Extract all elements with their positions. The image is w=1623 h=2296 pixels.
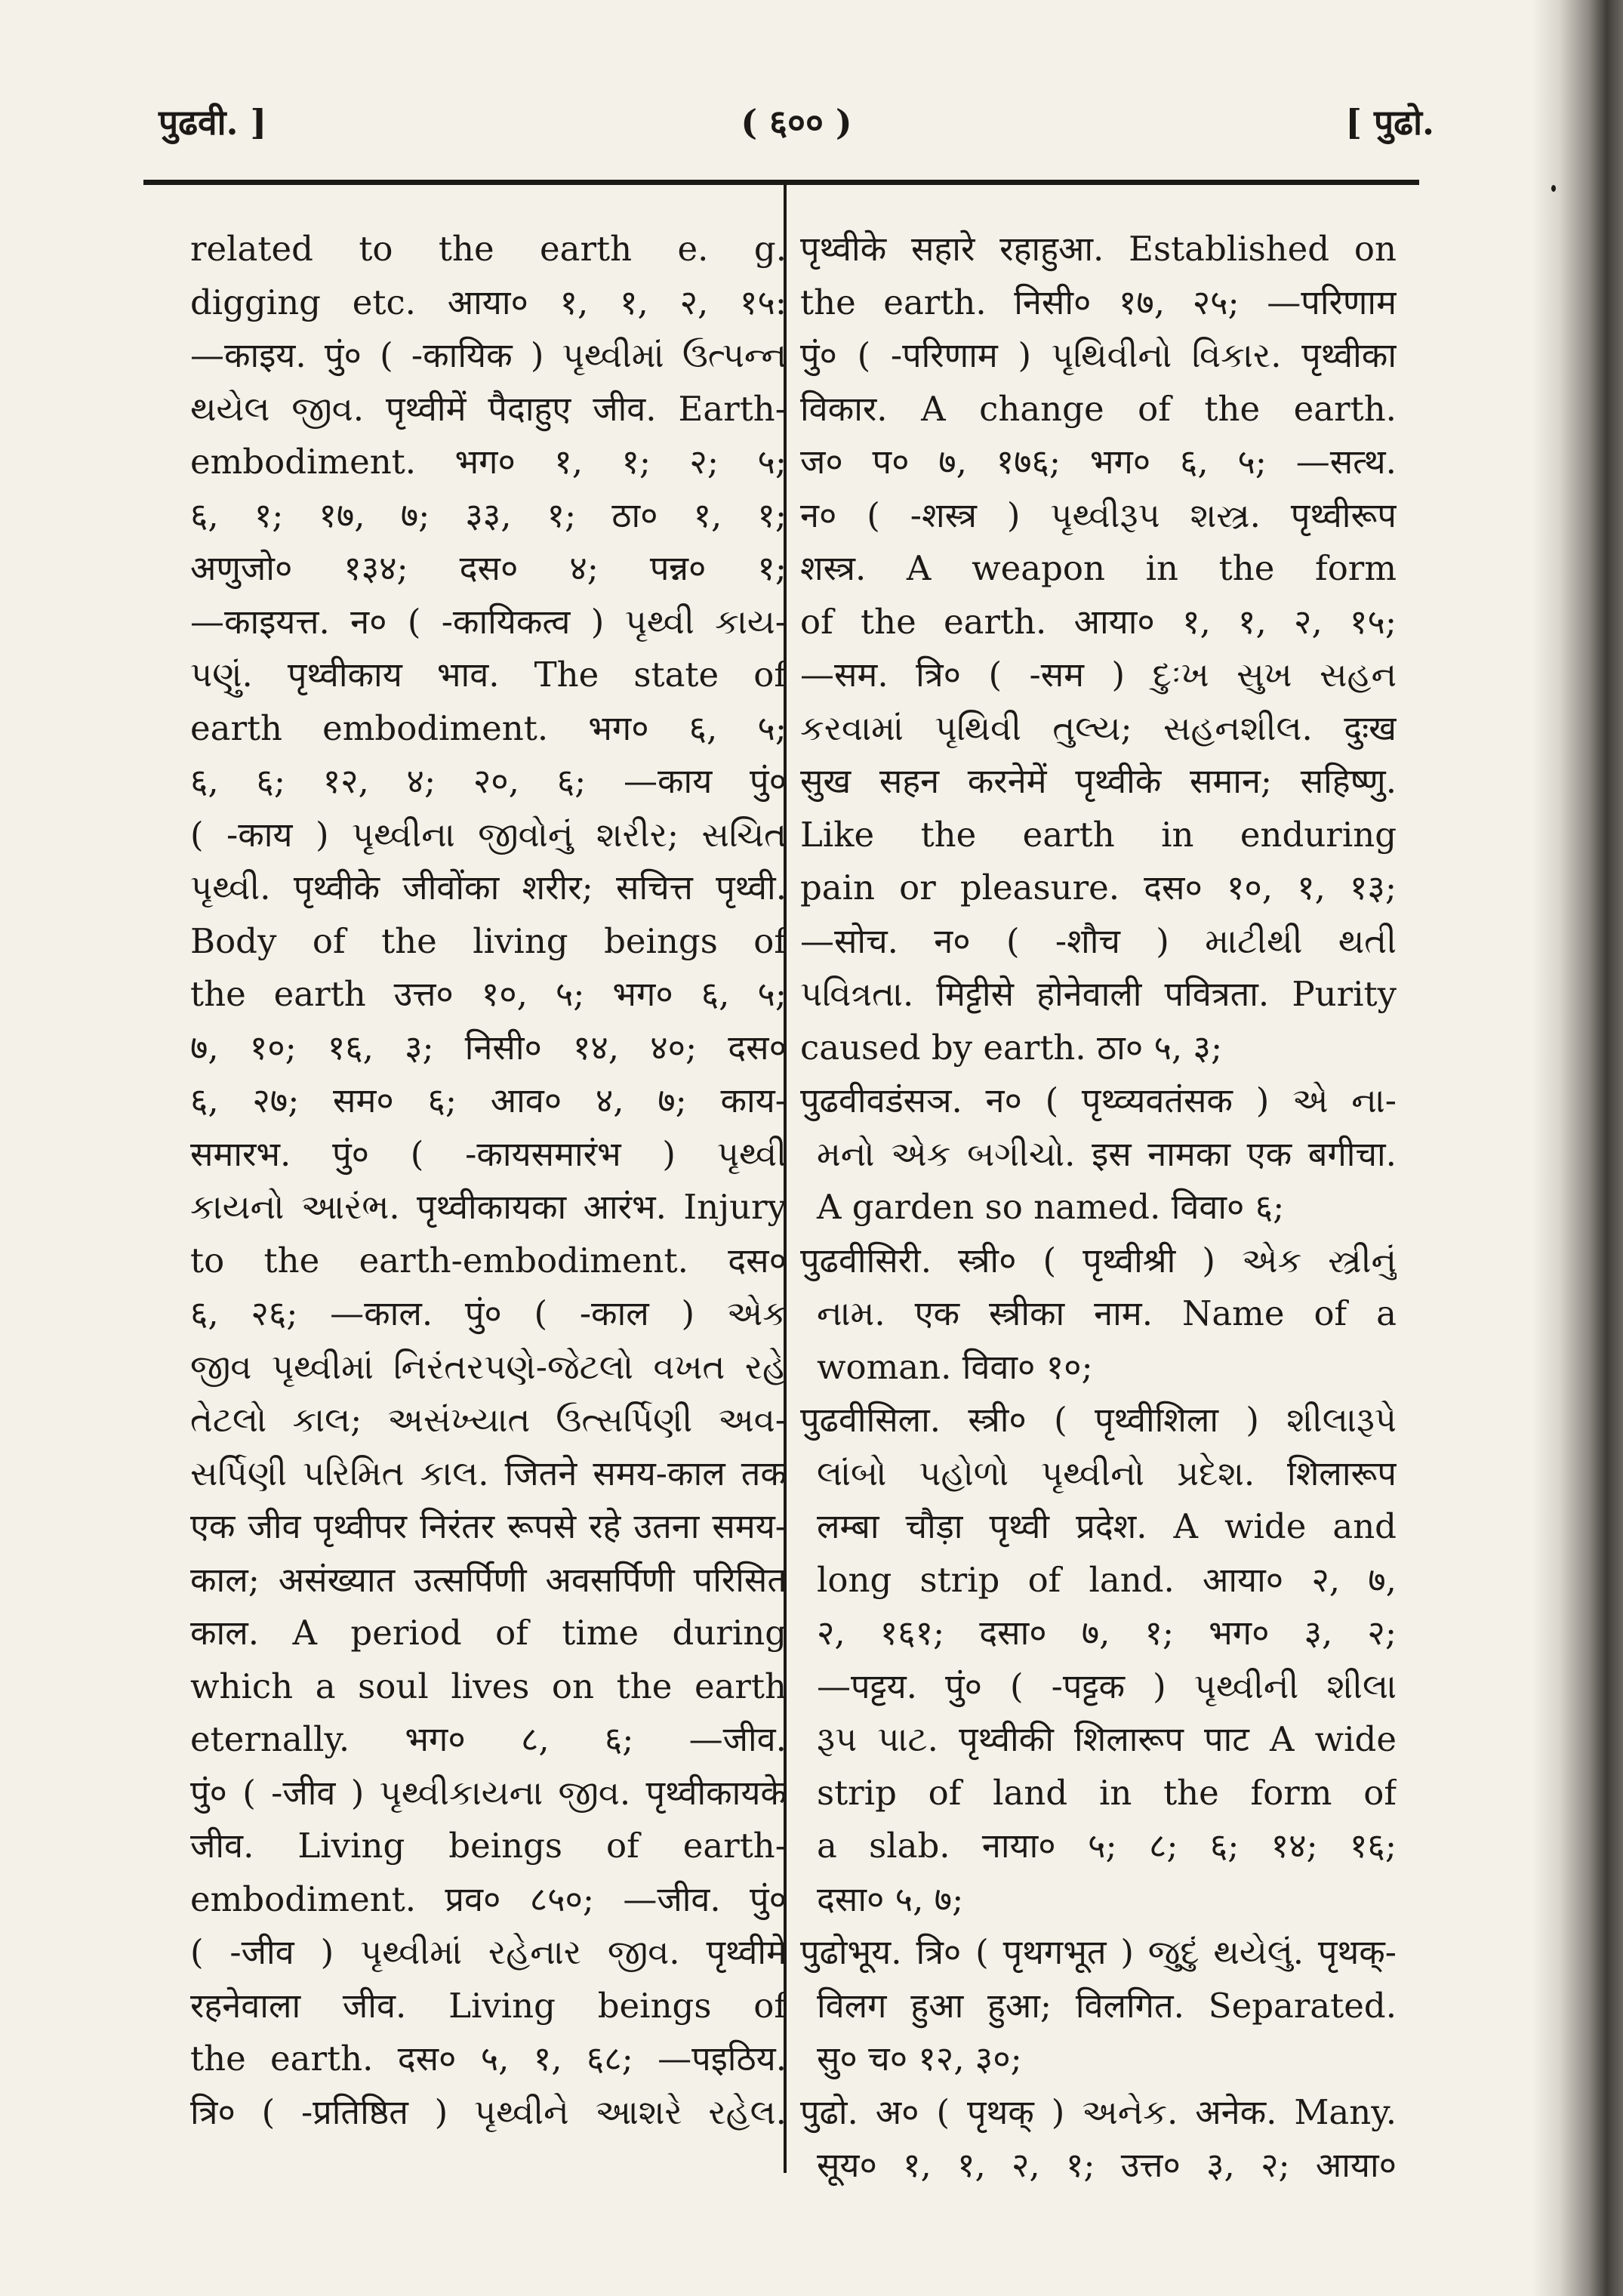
text-line: the earth. निसी० १७, २५; —परिणाम	[800, 282, 1397, 322]
text-line: सुख सहन करनेमें पृथ्वीके समान; सहिष्णु.	[800, 761, 1397, 801]
text-line: long strip of land. आया० २, ७,	[817, 1559, 1397, 1600]
text-line: ६, ६; १२, ४; २०, ६; —काय पुं०	[190, 761, 787, 801]
page-header	[159, 98, 1434, 159]
text-line: —काइय. पुं० ( -कायिक ) પૃથ્વીમાં ઉત્પન્ન	[190, 335, 787, 375]
text-line: सु० च० १२, ३०;	[817, 2039, 1022, 2079]
text-line: लम्बा चौड़ा पृथ्वी प्रदेश. A wide and	[817, 1506, 1397, 1546]
left-column	[190, 223, 787, 2139]
header-left-guide-word: पुढवी. ]	[159, 102, 267, 143]
text-line: woman. विवा० १०;	[817, 1346, 1093, 1387]
text-line: strip of land in the form of	[817, 1772, 1397, 1813]
text-line: of the earth. आया० १, १, २, १५;	[800, 601, 1397, 642]
text-line: —सम. त्रि० ( -सम ) દુઃખ સુખ સહન	[800, 655, 1397, 695]
text-line: embodiment. प्रव० ८५०; —जीव. पुं०	[190, 1878, 787, 1919]
text-line: एक जीव पृथ्वीपर निरंतर रूपसे रहे उतना समय-	[190, 1506, 787, 1546]
text-line: કાયનો આરંભ. पृथ्वीकायका आरंभ. Injury	[190, 1187, 787, 1227]
book-spine-shadow	[1532, 0, 1623, 2296]
text-line: ( -जीव ) પૃથ્વીમાં રહેનાર જીવ. पृथ्वीमे	[190, 1932, 787, 1972]
text-line: પવિત્રતા. मिट्टीसे होनेवाली पवित्रता. Purity	[800, 974, 1397, 1014]
text-line: दसा० ५, ७;	[817, 1878, 964, 1919]
text-line: ( -काय ) પૃથ્વીના જીવોનું શરીર; સચિત	[190, 814, 787, 855]
text-line: —सोच. न० ( -शौच ) માટીથી થતી	[800, 920, 1397, 961]
text-line: સર્પિણી પરિમિત કાલ. जितने समय-काल तक	[190, 1453, 787, 1493]
text-line: related to the earth e. g.	[190, 229, 787, 269]
text-line: ७, १०; १६, ३; निसी० १४, ४०; दस०	[190, 1027, 787, 1068]
text-line: न० ( -शस्त्र ) પૃથ્વીરૂપ શસ્ત્ર. पृथ्वीरूप	[800, 495, 1397, 535]
text-line: a slab. नाया० ५; ८; ६; १४; १६;	[817, 1826, 1397, 1866]
text-line: सूय० १, १, २, १; उत्त० ३, २; आया०	[817, 2145, 1397, 2185]
text-line: Body of the living beings of	[190, 920, 787, 961]
text-line: पुं० ( -जीव ) પૃથ્વીકાયના જીવ. पृथ्वीकायके	[190, 1772, 787, 1813]
header-rule	[143, 180, 1419, 185]
text-line: पुं० ( -परिणाम ) પૃથિવીનો વિકાર. पृथ्वीका	[800, 335, 1397, 375]
text-line: the earth. दस० ५, १, ६८; —पइठिय.	[190, 2039, 787, 2079]
text-line: ६, १; १७, ७; ३३, १; ठा० १, १;	[190, 495, 787, 535]
text-line: समारभ. पुं० ( -कायसमारंभ ) પૃથ્વી	[190, 1133, 787, 1174]
text-line: કરવામાં પૃથિવી તુલ્ય; સહનશીલ. दुःख	[800, 707, 1397, 748]
text-line: પૃથ્વી. पृथ्वीके जीवोंका शरीर; सचित्त पृथ्वी.	[190, 868, 787, 908]
text-line: લાંબો પહોળો પૃથ્વીનો પ્રદેશ. शिलारूप	[817, 1453, 1397, 1493]
text-line: पृथ्वीके सहारे रहाहुआ. Established on	[800, 229, 1397, 269]
text-line: earth embodiment. भग० ६, ५;	[190, 707, 787, 748]
text-line: —पट्टय. पुं० ( -पट्टक ) પૃથ્વીની શીલા	[817, 1666, 1397, 1706]
text-line: २, १६१; दसा० ७, १; भग० ३, २;	[817, 1613, 1397, 1653]
page-number: ( ६०० )	[741, 102, 852, 143]
text-line: —काइयत्त. न० ( -कायिकत्व ) પૃથ્વી કાય-	[190, 601, 787, 642]
text-line: digging etc. आया० १, १, २, १५:	[190, 282, 787, 322]
text-line: शस्त्र. A weapon in the form	[800, 548, 1397, 588]
text-line: ज० प० ७, १७६; भग० ६, ५; —सत्थ.	[800, 442, 1397, 482]
text-line: નામ. एक स्त्रीका नाम. Name of a	[817, 1293, 1397, 1333]
dictionary-entry-headword-line: पुढवीसिरी. स्त्री० ( पृथ्वीश्री ) એક સ્ત્રીનું	[800, 1240, 1397, 1281]
text-line: काल; असंख्यात उत्सर्पिणी अवसर्पिणी परिसित	[190, 1559, 787, 1600]
text-line: ६, २६; —काल. पुं० ( -काल ) એક	[190, 1293, 787, 1333]
text-line: મનો એક બગીચો. इस नामका एक बगीचा.	[817, 1133, 1397, 1174]
print-speck	[1551, 185, 1556, 192]
right-column	[800, 223, 1397, 2193]
text-line: તેટલો કાલ; અસંખ્યાત ઉત્સર્પિણી અવ-	[190, 1400, 787, 1440]
text-line: થયેલ જીવ. पृथ्वीमें पैदाहुए जीव. Earth-	[190, 388, 787, 429]
text-line: Like the earth in enduring	[800, 814, 1397, 855]
text-line: caused by earth. ठा० ५, ३;	[800, 1027, 1223, 1068]
text-line: રૂપ પાટ. पृथ्वीकी शिलारूप पाट A wide	[817, 1719, 1397, 1759]
text-line: काल. A period of time during	[190, 1613, 787, 1653]
text-line: to the earth-embodiment. दस०	[190, 1240, 787, 1281]
text-line: જીવ પૃથ્વીમાં નિરંતરપણે-જેટલો વખત રહે	[190, 1346, 787, 1387]
text-line: eternally. भग० ८, ६; —जीव.	[190, 1719, 787, 1759]
text-line: pain or pleasure. दस० १०, १, १३;	[800, 868, 1397, 908]
dictionary-entry-headword-line: पुढवीवडंसञ. न० ( पृथ्व्यवतंसक ) એ ના-	[800, 1080, 1397, 1120]
text-line: जीव. Living beings of earth-	[190, 1826, 787, 1866]
text-line: embodiment. भग० १, १; २; ५;	[190, 442, 787, 482]
header-right-guide-word: [ पुढो.	[1345, 102, 1434, 143]
text-line: the earth उत्त० १०, ५; भग० ६, ५;	[190, 974, 787, 1014]
dictionary-entry-headword-line: पुढो. अ० ( पृथक् ) અનેક. अनेक. Many.	[800, 2091, 1397, 2132]
dictionary-entry-headword-line: पुढवीसिला. स्त्री० ( पृथ्वीशिला ) શીલારૂપે	[800, 1400, 1397, 1440]
text-line: विकार. A change of the earth.	[800, 388, 1397, 429]
text-line: A garden so named. विवा० ६;	[817, 1187, 1285, 1227]
dictionary-entry-headword-line: पुढोभूय. त्रि० ( पृथगभूत ) જુદું થયેલું. पृथक्-	[800, 1932, 1397, 1972]
text-line: પણું. पृथ्वीकाय भाव. The state of	[190, 655, 787, 695]
text-line: ६, २७; सम० ६; आव० ४, ७; काय-	[190, 1080, 787, 1120]
text-line: अणुजो० १३४; दस० ४; पन्न० १;	[190, 548, 787, 588]
text-line: which a soul lives on the earth	[190, 1666, 787, 1706]
text-line: त्रि० ( -प्रतिष्ठित ) પૃથ્વીને આશરે રહેલ.	[190, 2091, 787, 2132]
text-line: रहनेवाला जीव. Living beings of	[190, 1985, 787, 2026]
text-line: विलग हुआ हुआ; विलगित. Separated.	[817, 1985, 1397, 2026]
